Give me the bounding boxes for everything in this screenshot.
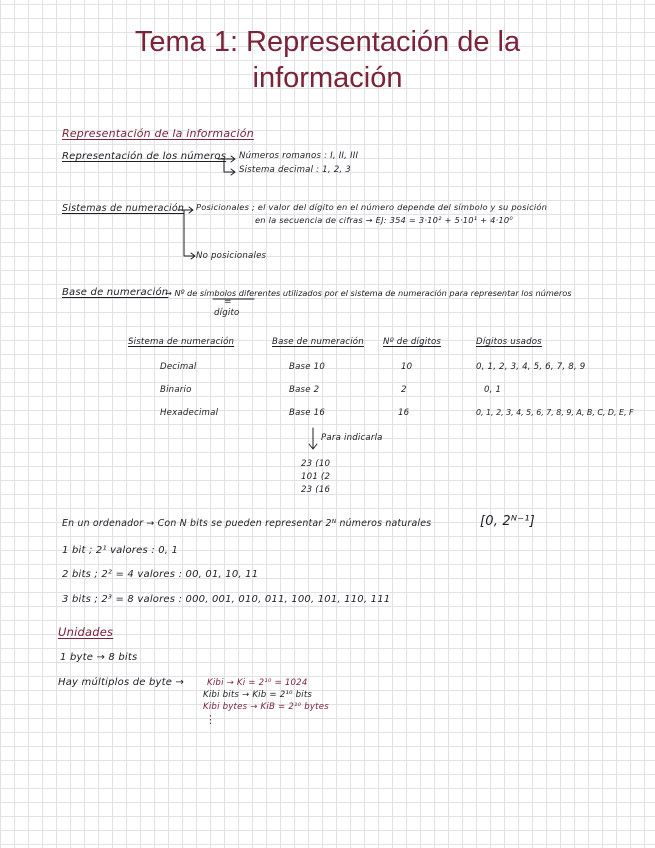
numeros-romanos: Números romanos : I, II, III: [239, 151, 359, 161]
unidades-byte: 1 byte → 8 bits: [60, 652, 138, 663]
base-definition: → Nº de símbolos diferentes utilizados por el sistema de numeración para representar los números: [165, 288, 572, 298]
ejemplo-hex: 23 (16: [301, 485, 331, 495]
table-row-hex-base: Base 16: [289, 408, 325, 418]
table-row-hex-usados: 0, 1, 2, 3, 4, 5, 6, 7, 8, 9, A, B, C, D, E, F: [476, 408, 634, 417]
table-header-sistema: Sistema de numeración: [128, 337, 235, 347]
posicionales-line1: Posicionales ; el valor del dígito en el número depende del símbolo y su posición: [196, 202, 548, 212]
ordenador-1bit: 1 bit ; 2¹ valores : 0, 1: [62, 545, 179, 556]
table-row-binario-sistema: Binario: [160, 385, 192, 395]
table-header-base: Base de numeración: [272, 337, 364, 347]
table-row-decimal-usados: 0, 1, 2, 3, 4, 5, 6, 7, 8, 9: [476, 362, 586, 372]
table-row-binario-usados: 0, 1: [484, 385, 502, 395]
ordenador-3bits: 3 bits ; 2³ = 8 valores : 000, 001, 010, 011, 100, 101, 110, 111: [62, 594, 391, 605]
table-row-decimal-digitos: 10: [401, 362, 413, 372]
down-arrow: [309, 428, 317, 449]
table-row-binario-digitos: 2: [401, 385, 407, 395]
table-row-binario-base: Base 2: [289, 385, 320, 395]
sistemas-label: Sistemas de numeración: [62, 203, 185, 214]
table-header-digitos: Nº de dígitos: [383, 337, 442, 347]
page-title-line2: información: [252, 62, 403, 94]
kibi-ellipsis: ⋮: [205, 713, 217, 726]
ordenador-range: [0, 2ᴺ⁻¹]: [480, 514, 535, 529]
page-title-line1: Tema 1: Representación de la: [134, 26, 521, 58]
digito-note: dígito: [214, 308, 240, 318]
ordenador-intro: En un ordenador → Con N bits se pueden representar 2ᴺ números naturales: [62, 518, 432, 529]
sistema-decimal: Sistema decimal : 1, 2, 3: [239, 165, 351, 175]
unidades-heading: Unidades: [58, 625, 114, 639]
posicionales-line2: en la secuencia de cifras → EJ: 354 = 3·10² + 5·10¹ + 4·10⁰: [255, 215, 513, 225]
base-label: Base de numeración: [62, 287, 169, 298]
no-posicionales: No posicionales: [196, 251, 267, 261]
kibi-line2: Kibi bits → Kib = 2¹⁰ bits: [203, 690, 313, 700]
ordenador-2bits: 2 bits ; 2² = 4 valores : 00, 01, 10, 11: [62, 569, 259, 580]
equals-sign: =: [224, 297, 232, 307]
table-row-decimal-sistema: Decimal: [160, 362, 197, 372]
para-indicarla: Para indicarla: [321, 433, 383, 443]
table-header-usados: Dígitos usados: [476, 337, 542, 347]
table-row-decimal-base: Base 10: [289, 362, 325, 372]
table-row-hex-digitos: 16: [398, 408, 410, 418]
section-heading: Representación de la información: [62, 127, 254, 140]
ejemplo-decimal: 23 (10: [301, 459, 331, 469]
ejemplo-binario: 101 (2: [301, 472, 331, 482]
unidades-multiplos: Hay múltiplos de byte →: [58, 677, 185, 688]
table-row-hex-sistema: Hexadecimal: [160, 408, 219, 418]
sistemas-bracket: [178, 210, 194, 256]
kibi-line3: Kibi bytes → KiB = 2¹⁰ bytes: [203, 702, 329, 712]
numeros-label: Representación de los números: [62, 151, 227, 162]
kibi-line1: Kibi → Ki = 2¹⁰ = 1024: [207, 678, 308, 688]
